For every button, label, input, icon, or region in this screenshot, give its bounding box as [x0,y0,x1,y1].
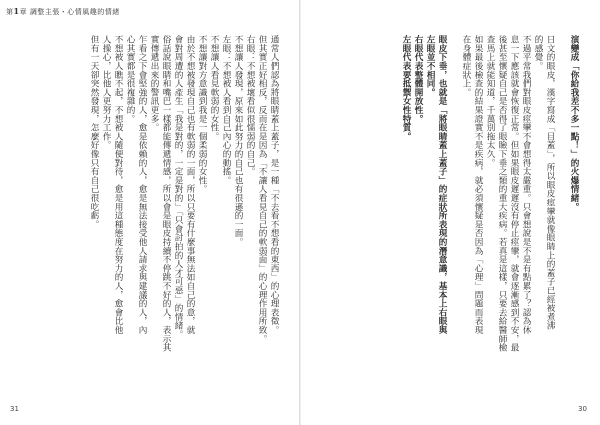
page-number-right: 30 [578,405,587,413]
left-page-text-line: 不想讓對方意識到我是一個柔弱的女性。 [197,35,207,194]
left-page-text-line: 由於不想被發現自己也有軟弱的一面，所以只要有什麼事無法如自己的意，就 [185,35,195,335]
right-page-text-line: 在身體症狀上。 [461,35,471,97]
right-page-text-line: 不過平常我們對眼皮痙攣不會想得太嚴重。只會想說是不是有點累了？認為休 [521,35,531,335]
running-header [6,6,120,17]
right-page-text [330,35,580,390]
right-page-text-line: 左眼並不相同。 [425,35,435,97]
left-page-text-line: 不想被人瞧不起，不想被人隨便對待，愈是用這種態度在努力的人，愈會比他 [113,35,123,335]
left-page-text-line: 心其實都是很複雜的。 [125,35,135,123]
right-page-text-line: 演變成「你給我差不多一點！」的火爆情緒。 [569,35,579,211]
left-page-text-line: 通常人們認為將眼睛蓋上蓋子，是一種「不去看不想看的東西」的心理表徵。 [269,35,279,335]
book-gutter [299,0,301,425]
right-page-text-line: 息一下應該就會恢復正常。但如果眼皮遲遲沒有停止痙攣，就會逐漸感到不安，最 [509,35,519,352]
right-page-text-line: 的感覺。 [533,35,543,71]
right-page-text-line: 日文的眼皮，漢字寫成「目蓋」，所以眼皮痙攣就像眼睛上的蓋子已經被煮沸 [545,35,555,330]
left-page-text-line: 會對周遭的人產生「我是對的，一定是對的」「只會討拍的人才可惡」的情緒。 [173,35,183,339]
left-page-text-line: 但其實正好相反，反而在是因為「不讓人看見自己的軟弱面」的心理作用所致。 [257,35,267,343]
chapter-number: 1 [13,6,20,16]
left-page-text-line: 右眼：不想被壞看似很懦弱的自己。 [245,35,255,176]
right-page-text-line: 如果最後檢查的結果證實不是疾病，就必須懷疑是否因為「心理」問題而表現 [473,35,483,335]
left-page-text-line: 俗話說眼睛和嘴巴一樣都能傳遞情感，所以會是眼皮持續不停跳不好的人，表示其 [161,35,171,352]
left-page-text-line: 實傳遞出來的警訊更多。 [149,35,159,132]
left-page-text-line: 不想讓人看見軟弱的女性。 [209,35,219,141]
right-page-text-line [448,35,460,390]
chapter-prefix: 第 [6,8,14,16]
right-page-text-line: 左眼代表要抵禦女性特質。 [401,35,411,141]
left-page-text-line: 乍看之下會堅強的人，愈是依賴的人，愈是無法接受他人請求與建議的人，內 [137,35,147,335]
left-page-text-line: 但有一天卻突然發現，怎麼好像只有自己很吃虧。 [89,35,99,229]
left-page-text-line: 不想讓人發現，原來如此努力的自己也有很遜的一面。 [233,35,243,247]
left-page-text [40,35,280,390]
right-page-text-line: 查馬上就能知道，千萬別拖太久。 [485,35,495,167]
page-number-left: 31 [10,405,19,413]
right-page-text-line: 後甚至懷疑自己是否得了眼瞼下垂之類的重大疾病。若真是這樣，只要去給醫師檢 [497,35,507,352]
chapter-title: 調整主張・心情風趣的情緒 [29,8,120,16]
left-page-text-line: 人操心，比他人更努力工作。 [101,35,111,150]
chapter-suffix: 章 [19,8,28,16]
right-page-text-line [556,35,568,390]
right-page-text-line: 眼皮下垂，也就是「將眼睛蓋上蓋子」的症狀所表現的潛意識，基本上右眼與 [437,35,447,335]
right-page-text-line: 右眼代表整體開放性。 [413,35,423,123]
left-page-text-line: 左眼：不想被人看到自己內心的動搖。 [221,35,231,185]
